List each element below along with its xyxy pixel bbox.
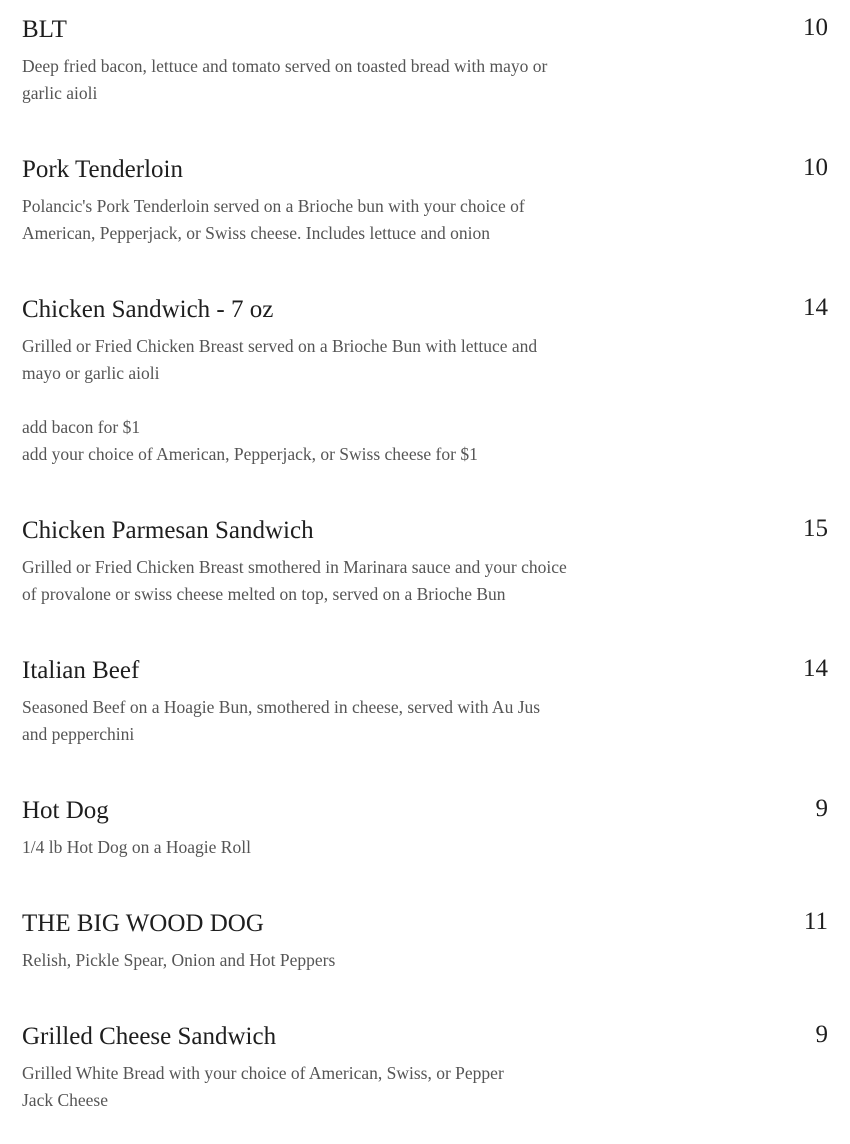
item-description-line: Deep fried bacon, lettuce and tomato served on toasted bread with mayo or bbox=[22, 56, 548, 76]
item-description-line: Relish, Pickle Spear, Onion and Hot Peppers bbox=[22, 950, 336, 970]
item-description-line: Grilled or Fried Chicken Breast served on a Brioche Bun with lettuce and bbox=[22, 336, 538, 356]
item-description-line: and pepperchini bbox=[22, 724, 135, 744]
item-description-line: Jack Cheese bbox=[22, 1090, 109, 1110]
item-description-line: mayo or garlic aioli bbox=[22, 363, 160, 383]
item-price: 9 bbox=[815, 1021, 828, 1048]
item-name: Chicken Sandwich - 7 oz bbox=[22, 296, 274, 323]
item-price: 14 bbox=[803, 294, 828, 321]
item-name: Italian Beef bbox=[22, 657, 140, 684]
item-addon-line: add bacon for $1 bbox=[22, 417, 141, 437]
item-name: Chicken Parmesan Sandwich bbox=[22, 517, 314, 544]
item-price: 15 bbox=[803, 515, 828, 542]
item-price: 10 bbox=[803, 154, 828, 181]
item-description-line: American, Pepperjack, or Swiss cheese. Includes lettuce and onion bbox=[22, 223, 490, 243]
item-description-line: of provalone or swiss cheese melted on top, served on a Brioche Bun bbox=[22, 584, 506, 604]
item-description-line: 1/4 lb Hot Dog on a Hoagie Roll bbox=[22, 837, 251, 857]
item-price: 11 bbox=[803, 908, 828, 935]
item-description-line: Grilled White Bread with your choice of American, Swiss, or Pepper bbox=[22, 1063, 504, 1083]
item-description-line: Grilled or Fried Chicken Breast smothered in Marinara sauce and your choice bbox=[22, 557, 567, 577]
item-name: Hot Dog bbox=[22, 797, 109, 824]
item-description bbox=[22, 834, 612, 861]
item-description bbox=[22, 53, 612, 107]
item-description-line: garlic aioli bbox=[22, 83, 98, 103]
item-price: 10 bbox=[803, 14, 828, 41]
item-name: Grilled Cheese Sandwich bbox=[22, 1023, 277, 1050]
item-description bbox=[22, 193, 612, 247]
item-name: THE BIG WOOD DOG bbox=[22, 910, 264, 937]
item-price: 14 bbox=[803, 655, 828, 682]
item-description bbox=[22, 694, 612, 748]
item-description bbox=[22, 333, 612, 387]
item-description bbox=[22, 554, 612, 608]
item-price: 9 bbox=[815, 795, 828, 822]
item-description-line: Polancic's Pork Tenderloin served on a Brioche bun with your choice of bbox=[22, 196, 525, 216]
item-description bbox=[22, 1060, 612, 1114]
item-addon-line: add your choice of American, Pepperjack, or Swiss cheese for $1 bbox=[22, 444, 478, 464]
item-description bbox=[22, 947, 612, 974]
item-name: BLT bbox=[22, 16, 67, 43]
item-addons bbox=[22, 414, 622, 468]
item-description-line: Seasoned Beef on a Hoagie Bun, smothered in cheese, served with Au Jus bbox=[22, 697, 541, 717]
item-name: Pork Tenderloin bbox=[22, 156, 183, 183]
